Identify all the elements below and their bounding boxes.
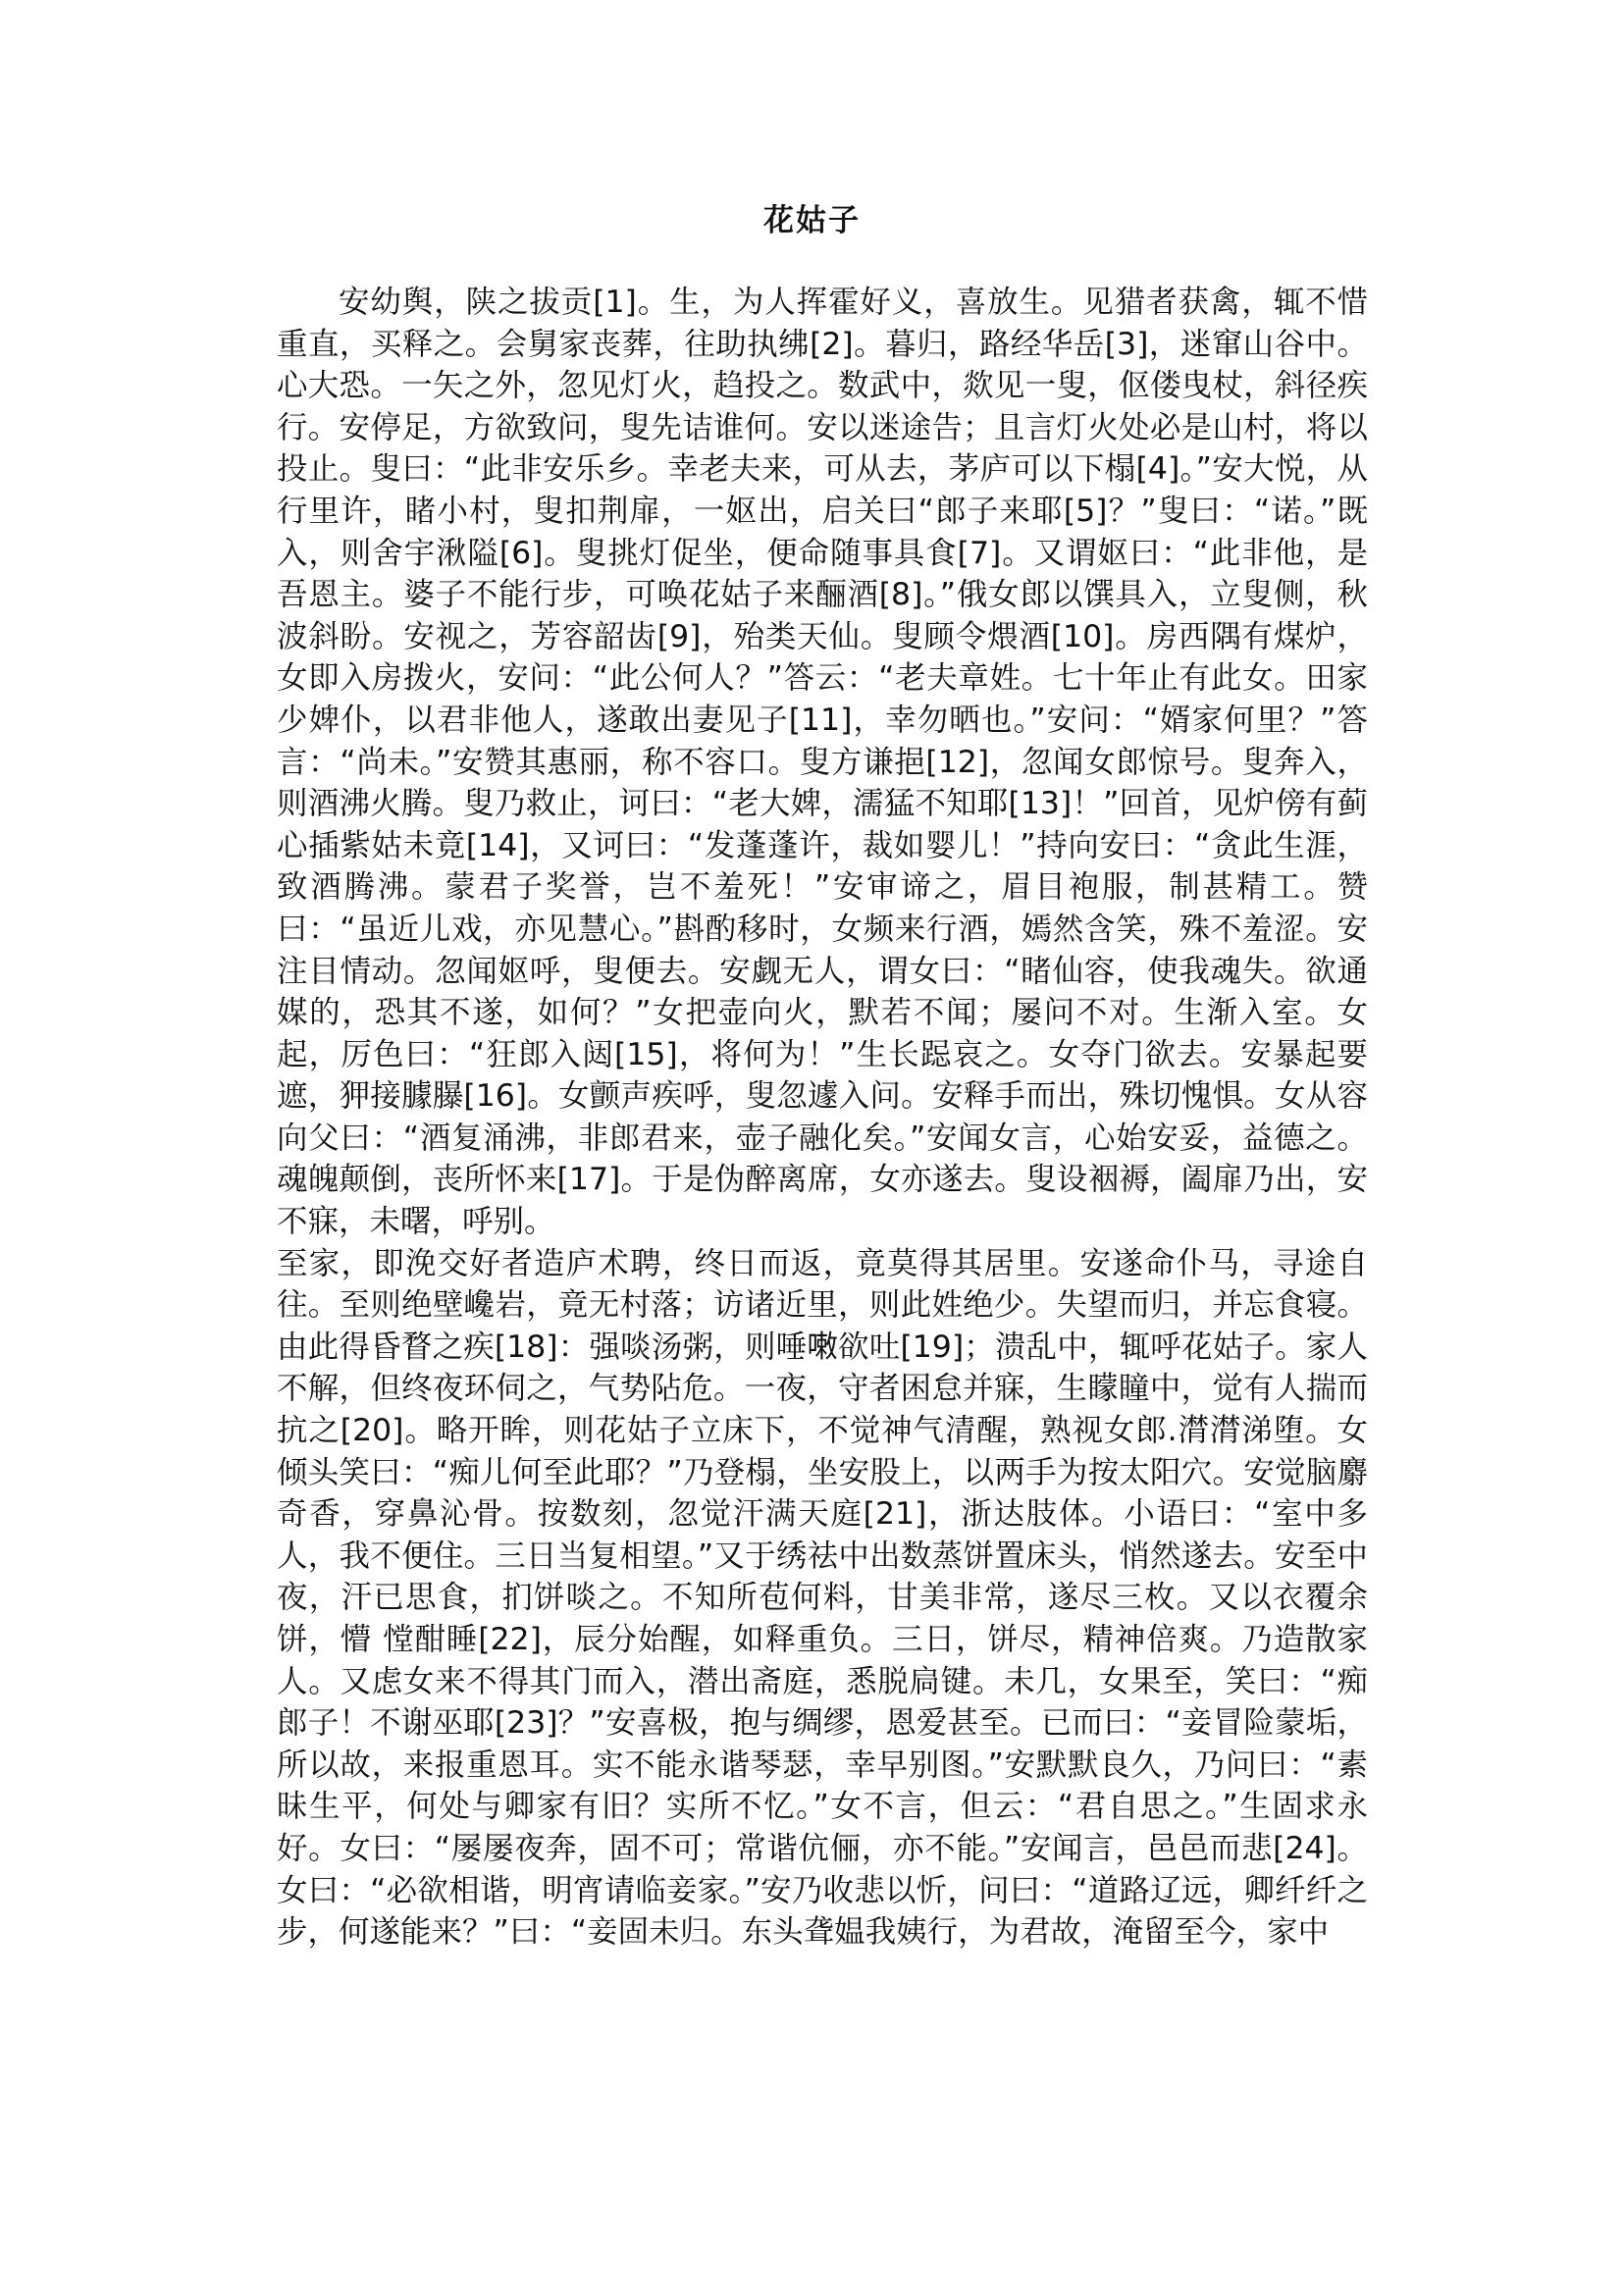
- paragraph-1: 安幼舆，陕之拔贡[1]。生，为人挥霍好义，喜放生。见猎者获禽，辄不惜重直，买释之。会舅家丧葬，往助执绋[2]。暮归，路经华岳[3]，迷窜山谷中。心大恐。一矢之外，忽见灯火，趋投之。数武中，欻见一叟，伛偻曳杖，斜径疾行。安停足，方欲致问，叟先诘谁何。安以迷途告；且言灯火处必是山村，将以投止。叟曰：“此非安乐乡。幸老夫来，可从去，茅庐可以下榻[4]。”安大悦，从行里许，睹小村，叟扣荆扉，一妪出，启关曰“郎子来耶[5]？”叟曰：“诺。”既入，则舍宇湫隘[6]。叟挑灯促坐，便命随事具食[7]。又谓妪曰：“此非他，是吾恩主。婆子不能行步，可唤花姑子来酾酒[8]。”俄女郎以馔具入，立叟侧，秋波斜盼。安视之，芳容韶齿[9]，殆类天仙。叟顾令煨酒[10]。房西隅有煤炉，女即入房拨火，安问：“此公何人？”答云：“老夫章姓。七十年止有此女。田家少婢仆，以君非他人，遂敢出妻见子[11]，幸勿晒也。”安问：“婿家何里？”答言：“尚未。”安赞其惠丽，称不容口。叟方谦挹[12]，忽闻女郎惊号。叟奔入，则酒沸火腾。叟乃救止，诃曰：“老大婢，濡猛不知耶[13]！”回首，见炉傍有蓟心插紫姑未竟[14]，又诃曰：“发蓬蓬许，裁如婴儿！”持向安曰：“贪此生涯，致酒腾沸。蒙君子奖誉，岂不羞死！”安审谛之，眉目袍服，制甚精工。赞曰：“虽近儿戏，亦见慧心。”斟酌移时，女频来行酒，嫣然含笑，殊不羞涩。安注目情动。忽闻妪呼，叟便去。安觑无人，谓女曰：“睹仙容，使我魂失。欲通媒的，恐其不遂，如何？”女把壶向火，默若不闻；屡问不对。生渐入室。女起，厉色曰：“狂郎入闼[15]，将何为！”生长跽哀之。女夺门欲去。安暴起要遮，狎接臄𦢊[16]。女颤声疾呼，叟忽遽入问。安释手而出，殊切愧惧。女从容向父曰：“酒复涌沸，非郎君来，壶子融化矣。”安闻女言，心始安妥，益德之。魂魄颠倒，丧所怀来[17]。于是伪醉离席，女亦遂去。叟设裀褥，阖扉乃出，安不寐，未曙，呼别。: [277, 285, 1368, 1240]
- document-title: 花姑子: [763, 203, 861, 238]
- document-body: [277, 282, 1368, 1954]
- paragraph-2: 至家，即浼交好者造庐术聘，终日而返，竟莫得其居里。安遂命仆马，寻途自往。至则绝壁巉岩，竟无村落；访诸近里，则此姓绝少。失望而归，并忘食寝。由此得昏瞀之疾[18]：强啖汤粥，则唾𠻳欲吐[19]；溃乱中，辄呼花姑子。家人不解，但终夜环伺之，气势阽危。一夜，守者困怠并寐，生矇瞳中，觉有人揣而抗之[20]。略开眸，则花姑子立床下，不觉神气清醒，熟视女郎.潸潸涕堕。女倾头笑曰：“痴儿何至此耶？”乃登榻，坐安股上，以两手为按太阳穴。安觉脑麝奇香，穿鼻沁骨。按数刻，忽觉汗满天庭[21]，浙达肢体。小语曰：“室中多人，我不便住。三日当复相望。”又于绣祛中出数蒸饼置床头，悄然遂去。安至中夜，汗已思食，扪饼啖之。不知所苞何料，甘美非常，遂尽三枚。又以衣覆余饼，懵 憆酣睡[22]，辰分始醒，如释重负。三日，饼尽，精神倍爽。乃造散家人。又虑女来不得其门而入，潜出斋庭，悉脱扃键。未几，女果至，笑曰：“痴郎子！不谢巫耶[23]？”安喜极，抱与绸缪，恩爱甚至。已而曰：“妾冒险蒙垢，所以故，来报重恩耳。实不能永谐琴瑟，幸早别图。”安默默良久，乃问曰：“素昧生平，何处与卿家有旧？实所不忆。”女不言，但云：“君自思之。”生固求永好。女曰：“屡屡夜奔，固不可；常谐伉俪，亦不能。”安闻言，邑邑而悲[24]。女曰：“必欲相谐，明宵请临妾家。”安乃收悲以忻，问曰：“道路辽远，卿纤纤之步，何遂能来？”曰：“妾固未归。东头聋媪我姨行，为君故，淹留至今，家中: [277, 1245, 1368, 1951]
